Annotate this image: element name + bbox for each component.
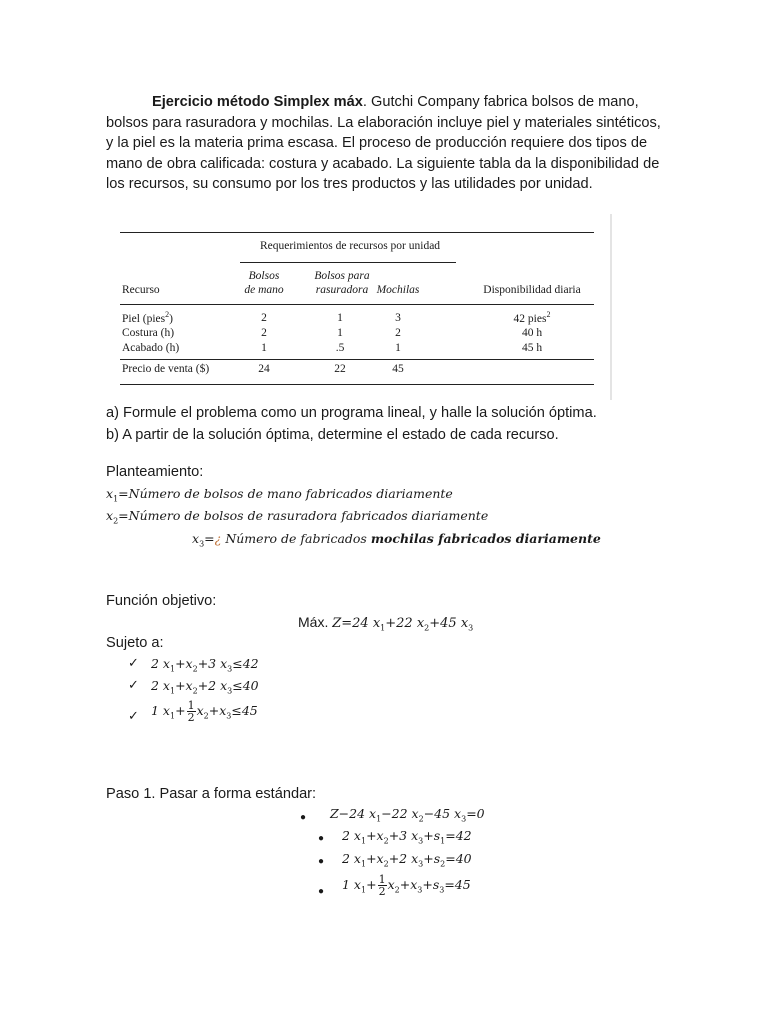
intro-paragraph — [106, 92, 666, 195]
header-mochilas: Mochilas — [376, 284, 420, 296]
exercise-title: Ejercicio método Simplex máx — [152, 94, 363, 110]
standard-constraint-2: 2 $x_1+x_2+2$ $x_3+s_2=40$ — [342, 851, 472, 869]
standard-constraint-3: 1 $x_1+$ $\frac{1}{2}$ $x_2+x_3+s_3=45$ — [342, 873, 471, 898]
table-bottom-rule — [120, 384, 594, 385]
bullet-icon: ● — [318, 886, 325, 897]
header-disponibilidad: Disponibilidad diaria — [483, 284, 581, 296]
x3-definition: $x_3=¿$ Número de fabricados mochilas fabricados diariamente — [192, 531, 601, 549]
intro-text: . Gutchi Company fabrica bolsos de mano, bolsos para rasuradora y mochilas. La elaboración incluye piel y materiales sintéticos, y la piel es la materia prima escasa. El proceso de producción requiere dos tipos de mano de obra calificada: costura y acabado. La siguiente tabla da la disponibilidad de los recursos, su consumo por los tres productos y las utilidades por unidad. — [106, 94, 661, 193]
check-icon: ✓ — [128, 677, 139, 692]
standard-form-objective: Z−24 $x_1-22$ $x_2-45$ $x_3=0$ — [330, 806, 485, 824]
paso1-title: Paso 1. Pasar a forma estándar: — [106, 786, 317, 802]
bullet-icon: ● — [318, 856, 325, 867]
constraint-2: 2 $x_1+x_2+2$ $x_3\le 40$ — [151, 678, 259, 696]
group-header-rule — [240, 262, 456, 263]
standard-constraint-1: 2 $x_1+x_2+3$ $x_3+s_1=42$ — [342, 828, 472, 846]
header-bolsos-mano: Bolsos de mano — [244, 270, 284, 296]
constraint-3: 1 $x_1+$ $\frac{1}{2}$ $x_2+x_3\le 45$ — [151, 699, 258, 724]
constraint-1: 2 $x_1+x_2+3$ $x_3\le 42$ — [151, 656, 259, 674]
planteamiento-title: Planteamiento: — [106, 464, 204, 480]
price-rule — [120, 359, 594, 360]
bullet-icon: ● — [318, 833, 325, 844]
objetivo-title: Función objetivo: — [106, 593, 217, 609]
bullet-icon: ● — [300, 812, 307, 823]
header-recurso: Recurso — [122, 284, 160, 296]
objective-function: Máx. Z=24 $x_1+22$ $x_2+45$ $x_3$ — [298, 614, 474, 633]
group-header: Requerimientos de recursos por unidad — [259, 240, 441, 252]
header-bolsos-rasuradora: Bolsos para rasuradora — [314, 270, 370, 296]
x2-definition: $x_2=Número$ de bolsos de rasuradora fabricados diariamente — [106, 508, 489, 526]
check-icon: ✓ — [128, 708, 139, 723]
table-top-rule — [120, 232, 594, 233]
question-a: a) Formule el problema como un programa lineal, y halle la solución óptima. — [106, 405, 597, 421]
check-icon: ✓ — [128, 655, 139, 670]
sujeto-title: Sujeto a: — [106, 635, 164, 651]
question-b: b) A partir de la solución óptima, determine el estado de cada recurso. — [106, 427, 559, 443]
x1-definition: $x_1=Número$ de bolsos de mano fabricados diariamente — [106, 486, 453, 504]
header-rule — [120, 304, 594, 305]
table-frame-edge — [610, 214, 612, 400]
